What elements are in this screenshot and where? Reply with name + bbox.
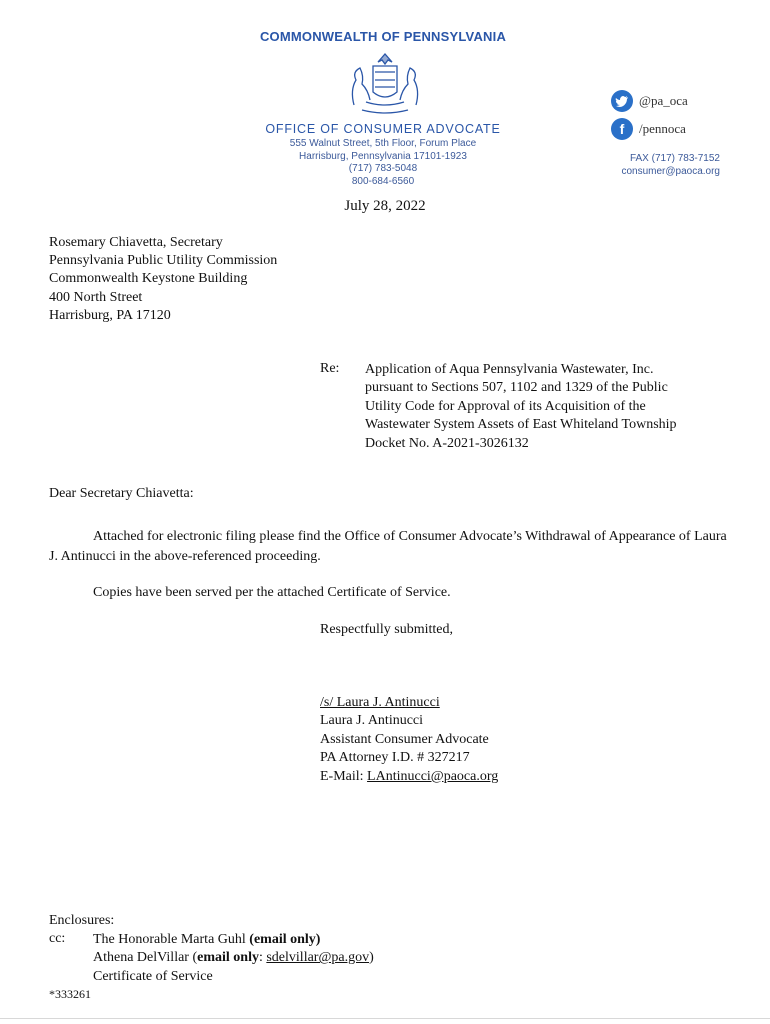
- re-line: Application of Aqua Pennsylvania Wastewater, Inc.: [365, 362, 654, 377]
- recipient-line: Rosemary Chiavetta, Secretary: [49, 235, 223, 250]
- signer-title: Assistant Consumer Advocate: [320, 731, 489, 747]
- office-email: consumer@paoca.org: [621, 166, 720, 177]
- cc-label: cc:: [49, 931, 66, 946]
- facebook-f-icon: f: [611, 118, 633, 140]
- letter-date: July 28, 2022: [344, 198, 426, 214]
- document-number: *333261: [49, 987, 91, 1001]
- recipient-line: Pennsylvania Public Utility Commission: [49, 253, 278, 269]
- signer-name: Laura J. Antinucci: [320, 713, 424, 729]
- cc-note: (email only): [249, 932, 321, 947]
- attorney-id: PA Attorney I.D. # 327217: [320, 750, 470, 766]
- cc-name: Athena DelVillar (: [93, 950, 198, 966]
- address-city: Harrisburg, Pennsylvania 17101-1923: [299, 150, 467, 162]
- fax-number: FAX (717) 783-7152: [629, 153, 720, 164]
- signature-block: [320, 694, 498, 786]
- office-name: OFFICE OF CONSUMER ADVOCATE: [265, 122, 501, 136]
- cc-name: The Honorable Marta Guhl: [93, 932, 250, 947]
- cc-email-link[interactable]: sdelvillar@pa.gov: [266, 950, 370, 966]
- recipient-line: 400 North Street: [49, 289, 143, 305]
- commonwealth-heading: COMMONWEALTH OF PENNSYLVANIA: [259, 29, 507, 44]
- twitter-bird-icon: [611, 90, 633, 112]
- address-tollfree: 800-684-6560: [351, 175, 415, 187]
- enclosures-label: Enclosures:: [49, 913, 115, 928]
- cc-item: [93, 931, 374, 949]
- salutation: Dear Secretary Chiavetta:: [49, 486, 194, 501]
- page-bottom-rule: [0, 1018, 770, 1019]
- recipient-line: Harrisburg, PA 17120: [49, 307, 171, 323]
- email-label: E-Mail:: [320, 768, 368, 784]
- cc-item: Certificate of Service: [93, 968, 213, 984]
- re-line: Utility Code for Approval of its Acquisition of the: [365, 398, 646, 414]
- recipient-address: [49, 234, 277, 325]
- re-line: Wastewater System Assets of East Whiteland Township: [365, 417, 677, 433]
- fax-email-block: [590, 152, 720, 178]
- body-paragraph: Copies have been served per the attached Certificate of Service.: [93, 585, 451, 600]
- cc-close: ): [369, 950, 374, 966]
- facebook-handle-text: /pennoca: [639, 121, 686, 136]
- facebook-handle[interactable]: [611, 118, 686, 140]
- e-signature: /s/ Laura J. Antinucci: [320, 695, 440, 710]
- recipient-line: Commonwealth Keystone Building: [49, 271, 248, 287]
- re-subject: [365, 361, 725, 453]
- closing: Respectfully submitted,: [320, 622, 453, 637]
- office-address: [240, 138, 526, 188]
- signer-email-line: [320, 768, 498, 786]
- cc-note: email only: [197, 950, 259, 966]
- address-street: 555 Walnut Street, 5th Floor, Forum Place: [289, 138, 477, 149]
- cc-sep: :: [258, 950, 267, 966]
- re-line: Docket No. A-2021-3026132: [365, 435, 529, 451]
- address-phone: (717) 783-5048: [348, 163, 418, 174]
- signer-email-link[interactable]: LAntinucci@paoca.org: [367, 768, 499, 784]
- re-line: pursuant to Sections 507, 1102 and 1329 of the Public: [365, 380, 668, 396]
- body-paragraph: Attached for electronic filing please find the Office of Consumer Advocate’s Withdrawal of Appearance of Laura J. Antinucci in the above-referenced proceeding.: [49, 529, 727, 564]
- pa-coat-of-arms-icon: [340, 50, 430, 120]
- cc-list: [93, 931, 374, 986]
- cc-item: [93, 949, 374, 967]
- twitter-handle[interactable]: [611, 90, 688, 112]
- twitter-handle-text: @pa_oca: [639, 93, 688, 108]
- re-label: Re:: [320, 361, 340, 376]
